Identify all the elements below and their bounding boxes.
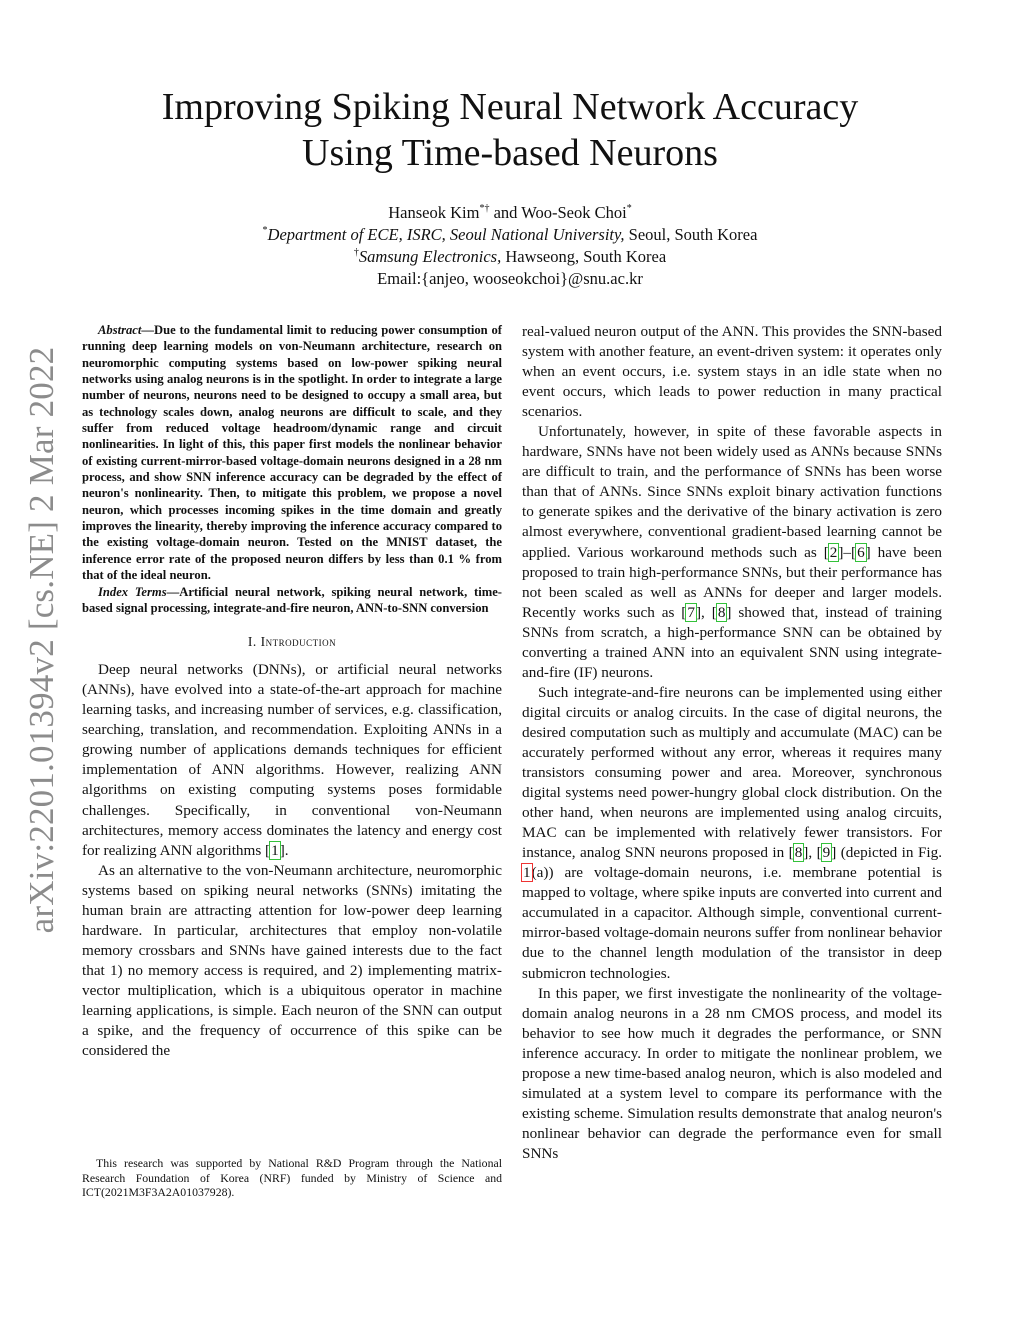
author-email[interactable]: Email:{anjeo, wooseokchoi}@snu.ac.kr [377, 269, 643, 288]
title-line-2: Using Time-based Neurons [302, 132, 718, 174]
intro-p1-end: ]. [279, 841, 289, 859]
author-block [120, 202, 900, 290]
affiliation-1-mark: * [262, 225, 268, 236]
intro-p4-text-e: ] showed that, instead of training SNNs from scratch, a high-performance SNN can be obtained by converting a trained ANN into an equivalent SNN using integrate-and-fire (IF) neurons. [522, 603, 942, 681]
intro-p5-text-d: (a)) are voltage-domain neurons, i.e. membrane potential is mapped to voltage, where spike inputs are converted into current and accumulated in a capacitor. Although simple, conventional current-mirror-based voltage-domain neurons suffer from nonlinear behavior due to the channel length modulation of the transistor in deep submicron technologies. [522, 864, 942, 982]
citation-link[interactable]: 6 [857, 543, 865, 561]
intro-paragraph-4 [522, 422, 942, 683]
arxiv-identifier-stamp[interactable]: arXiv:2201.01394v2 [cs.NE] 2 Mar 2022 [22, 346, 61, 934]
affiliation-1-location: Seoul, South Korea [624, 225, 758, 244]
author-1-marks: *† [479, 203, 490, 214]
intro-p4-text-d: ], [ [695, 603, 717, 621]
affiliation-2-location: Hawseong, South Korea [501, 247, 667, 266]
affiliation-2-org: Samsung Electronics, [358, 247, 502, 266]
title-line-1: Improving Spiking Neural Network Accuracy [161, 86, 859, 128]
intro-p1-text: Deep neural networks (DNNs), or artificial neural networks (ANNs), have evolved into a state-of-the-art approach for machine learning tasks, and increasing number of services, e.g. classification, searching, translation, and recommendation. Exploiting ANNs in a growing number of applications demands techniques for efficient implementation of ANN algorithms. However, realizing ANN algorithms on existing computing systems poses formidable challenges. Specifically, in conventional von-Neumann architectures, memory access dominates the latency and energy cost for realizing ANN algorithms [ [82, 661, 502, 859]
intro-paragraph-5 [522, 683, 942, 984]
author-1-name: Hanseok Kim [388, 203, 480, 222]
intro-p5-text-a: Such integrate-and-fire neurons can be implemented using either digital circuits or analog circuits. In the case of digital neurons, the desired computation such as multiply and accumulate (MAC) can be accurately performed without any error, whereas it requires many transistors consuming power and area. Moreover, synchronous digital systems need power-hungry global clock distribution. On the other hand, when neurons are implemented using analog circuits, MAC can be implemented with relatively fewer transistors. For instance, analog SNN neurons proposed in [ [522, 683, 942, 862]
citation-link[interactable]: 8 [794, 844, 803, 862]
intro-p5-text-b: ], [ [803, 844, 822, 862]
intro-p5-text-c: ] (depicted in Fig. [831, 844, 942, 862]
figure-reference-link[interactable]: 1 [523, 864, 531, 882]
right-column [522, 322, 942, 1164]
citation-link[interactable]: 1 [271, 841, 279, 859]
citation-link[interactable]: 2 [829, 543, 838, 561]
index-terms [82, 584, 502, 617]
affiliation-2-mark: † [353, 247, 359, 258]
citation-link[interactable]: 7 [687, 603, 695, 621]
section-heading-introduction [82, 634, 502, 650]
index-terms-label: Index Terms [98, 584, 167, 599]
author-names [120, 202, 900, 224]
citation-link[interactable]: 8 [717, 603, 726, 621]
intro-p4-text-b: ]–[ [838, 543, 857, 561]
intro-paragraph-2: As an alternative to the von-Neumann architecture, neuromorphic systems based on spiking neural networks (SNNs) imitating the human brain are attracting attention for low-power deep learning hardware. In particular, architectures that employ non-volatile memory crossbars and SNNs have gained interests due to the fact that 1) no memory access is required, and 2) implementing matrix-vector multiplication, which is a ubiquitous operator in machine learning applications, is simple. Each neuron of the SNN can output a spike, and the frequency of occurrence of this spike can be considered the [82, 861, 502, 1060]
intro-paragraph-1 [82, 660, 502, 860]
paper-title [100, 84, 920, 176]
abstract-text: —Due to the fundamental limit to reducing power consumption of running deep learning models on von-Neumann architecture, research on neuromorphic computing systems based on low-power spiking neural networks using analog neurons is in the spotlight. In order to integrate a large number of neurons, neurons need to be designed to occupy a small area, but as technology scales down, analog neurons are difficult to scale, and they suffer from reduced voltage headroom/dynamic range and circuit nonlinearities. In light of this, this paper first models the nonlinear behavior of existing current-mirror-based voltage-domain neurons designed in a 28 nm process, and show SNN inference accuracy can be degraded by the effect of neuron's nonlinearity. Then, to mitigate this problem, we propose a novel neuron, which processes incoming spikes in the time domain and greatly improves the linearity, thereby improving the inference accuracy compared to the existing voltage-domain neuron. Tested on the MNIST dataset, the inference error rate of the proposed neuron differs by less than 0.1 % from that of the ideal neuron. [82, 323, 502, 583]
abstract-label: Abstract [98, 323, 142, 337]
section-number: I. [247, 634, 261, 650]
abstract [82, 322, 502, 584]
intro-p4-text-a: Unfortunately, however, in spite of these favorable aspects in hardware, SNNs have not been widely used as ANNs because SNNs are difficult to train, and the performance of SNNs has been worse than that of ANNs. Since SNNs exploit binary activation functions to generate spikes and the derivative of the binary activation is zero almost everywhere, conventional gradient-based learning cannot be applied. Various workaround methods such as [ [522, 423, 942, 561]
intro-paragraph-3: real-valued neuron output of the ANN. This provides the SNN-based system with another feature, an event-driven system: it operates only when an event occurs, i.e. system stays in an idle state when no event occurs, which leads to power reduction in many practical scenarios. [522, 323, 942, 421]
funding-footnote: This research was supported by National R&D Program through the National Research Foundation of Korea (NRF) funded by Ministry of Science and ICT(2021M3F3A2A01037928). [82, 1156, 502, 1199]
citation-link[interactable]: 9 [822, 844, 831, 862]
left-column [82, 322, 502, 1061]
author-2-marks: * [626, 203, 632, 214]
affiliation-1 [120, 224, 900, 246]
affiliation-1-dept: Department of ECE, ISRC, Seoul National University, [267, 225, 625, 244]
intro-p4-text-c: ] have been proposed to train high-performance SNNs, but their performance has not been scaled as well as ANNs for deeper and larger models. Recently works such as [ [522, 543, 942, 621]
intro-paragraph-6: In this paper, we first investigate the nonlinearity of the voltage-domain analog neurons in a 28 nm CMOS process, and model its behavior to see how much it degrades the performance, or SNN inference accuracy. In order to mitigate the nonlinear problem, we propose a new time-based analog neuron, which is also modeled and simulated at a system level to compare its performance with the existing scheme. Simulation results demonstrate that analog neuron's nonlinear behavior can degrade the performance even for small SNNs [522, 984, 942, 1162]
section-title: Introduction [260, 634, 337, 650]
author-2-name: and Woo-Seok Choi [489, 203, 627, 222]
index-terms-text: —Artificial neural network, spiking neural network, time-based signal processing, integrate-and-fire neuron, ANN-to-SNN conversion [82, 584, 502, 615]
affiliation-2 [120, 246, 900, 268]
